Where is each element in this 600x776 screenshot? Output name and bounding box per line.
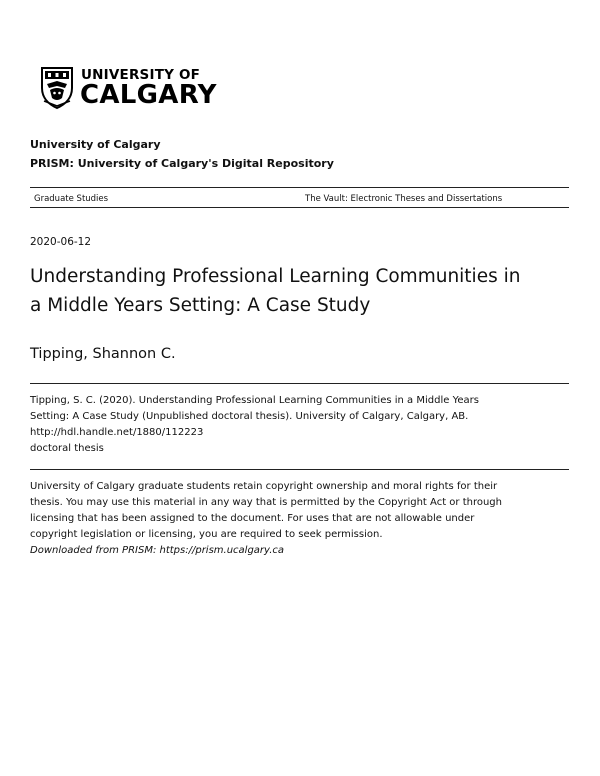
collection-top-divider [30, 187, 569, 188]
citation-line2: Setting: A Case Study (Unpublished doctoral thesis). University of Calgary, Calgary, AB. [30, 411, 469, 422]
document-author: Tipping, Shannon C. [30, 346, 176, 362]
rights-line4: copyright legislation or licensing, you are required to seek permission. [30, 529, 383, 540]
collection-community: Graduate Studies [34, 194, 109, 204]
institution-name: University of Calgary [30, 138, 161, 151]
document-type: doctoral thesis [30, 443, 104, 454]
repository-name: PRISM: University of Calgary's Digital Repository [30, 157, 334, 170]
citation-block [30, 393, 530, 457]
document-title [30, 262, 570, 320]
collection-bottom-divider [30, 207, 569, 208]
rights-statement [30, 479, 569, 559]
handle-link[interactable]: http://hdl.handle.net/1880/112223 [30, 427, 204, 438]
citation-line1: Tipping, S. C. (2020). Understanding Professional Learning Communities in a Middle Years [30, 395, 479, 406]
university-crest-icon [40, 66, 74, 110]
collection-name: The Vault: Electronic Theses and Dissertations [305, 194, 503, 204]
logo-text-university-of: UNIVERSITY OF [81, 67, 201, 83]
citation-top-divider [30, 383, 569, 384]
citation-bottom-divider [30, 469, 569, 470]
document-title-line2: a Middle Years Setting: A Case Study [30, 295, 371, 316]
logo-text-calgary: CALGARY [80, 80, 217, 110]
university-logo [40, 66, 217, 116]
document-title-line1: Understanding Professional Learning Communities in [30, 266, 521, 287]
rights-line2: thesis. You may use this material in any way that is permitted by the Copyright Act or through [30, 497, 502, 508]
rights-line3: licensing that has been assigned to the document. For uses that are not allowable under [30, 513, 475, 524]
record-date: 2020-06-12 [30, 236, 92, 248]
rights-line1: University of Calgary graduate students retain copyright ownership and moral rights for their [30, 481, 498, 492]
download-source: Downloaded from PRISM: https://prism.ucalgary.ca [30, 545, 284, 556]
